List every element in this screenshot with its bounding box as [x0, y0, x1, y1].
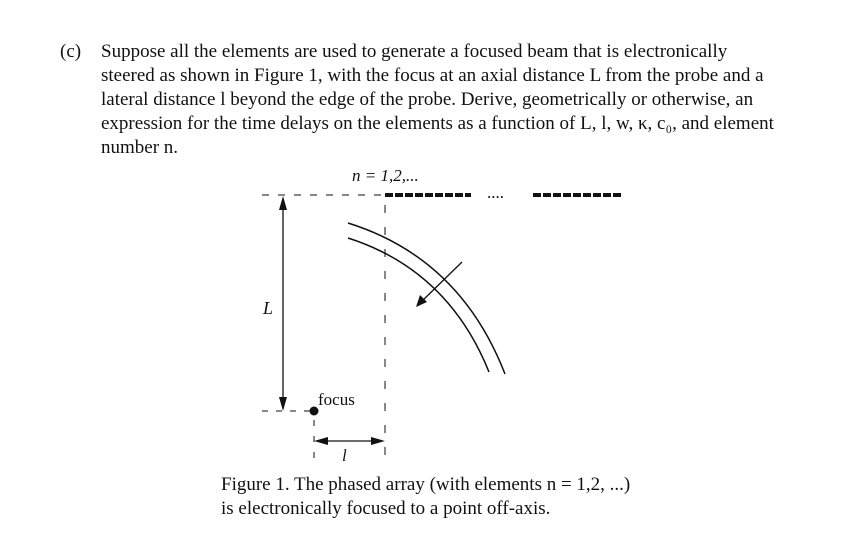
element-label: n = 1,2,...: [352, 166, 419, 185]
caption-line-1: Figure 1. The phased array (with elements n = 1,2, ...): [221, 474, 631, 495]
figure-caption: [221, 473, 630, 521]
axial-label: L: [263, 298, 274, 318]
question-line-3: lateral distance l beyond the edge of the probe. Derive, geometrically or otherwise, an: [101, 89, 754, 110]
question-label: (c): [60, 41, 82, 62]
propagation-line: [419, 262, 462, 304]
focus-label: focus: [318, 390, 355, 409]
question-line-5: number n.: [101, 137, 179, 158]
wavefront-outer: [348, 223, 505, 374]
caption-line-2: is electronically focused to a point off-axis.: [221, 498, 551, 519]
question-line-2: steered as shown in Figure 1, with the focus at an axial distance L from the probe and a: [101, 65, 764, 86]
axial-arrow-down: [279, 397, 287, 411]
propagation-arrowhead: [416, 295, 427, 307]
question-line-4: expression for the time delays on the elements as a function of L, l, w, κ, c₀, and element: [101, 113, 774, 134]
lateral-label: l: [342, 446, 347, 465]
lateral-arrow-left: [314, 437, 328, 445]
axial-arrow-up: [279, 196, 287, 210]
lateral-arrow-right: [371, 437, 385, 445]
array-ellipsis: ....: [487, 183, 504, 202]
question-line-1: Suppose all the elements are used to generate a focused beam that is electronically: [101, 41, 728, 62]
